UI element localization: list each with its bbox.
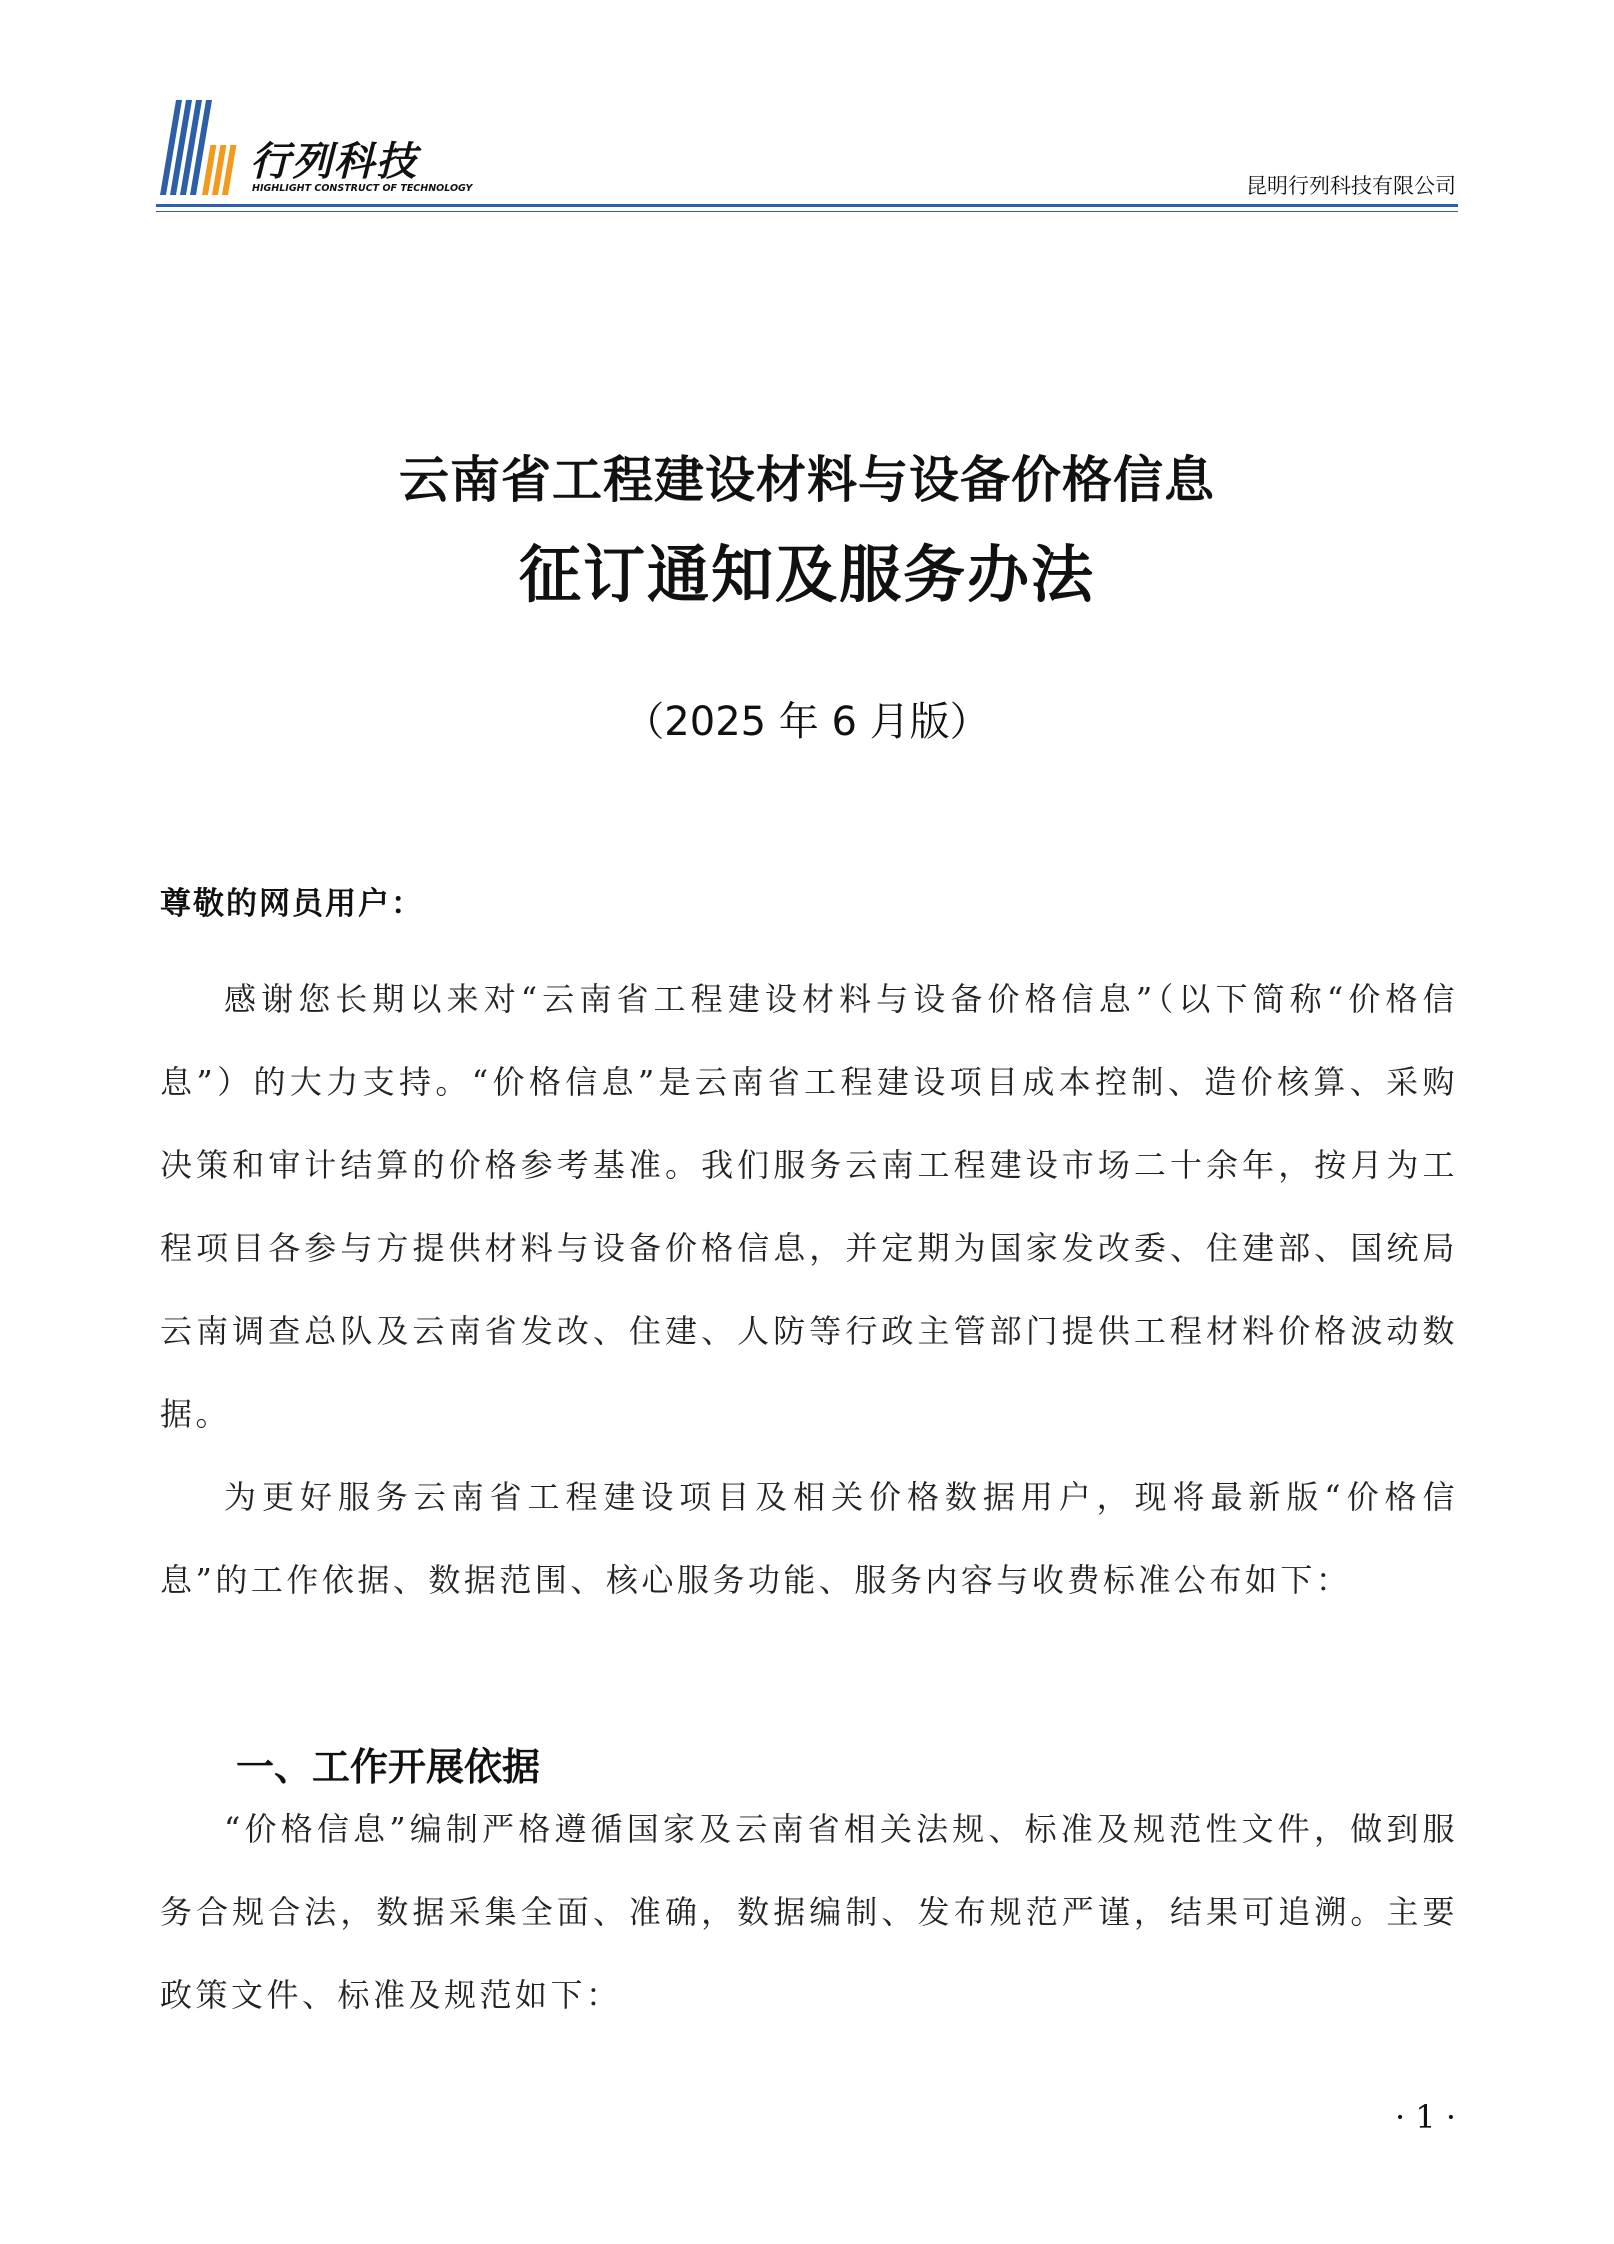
- page-header: [156, 100, 1458, 216]
- company-logo: [156, 100, 476, 200]
- page-number: · 1 ·: [1394, 2098, 1456, 2136]
- section-heading-1: 一、工作开展依据: [236, 1745, 541, 1789]
- paragraph-announcement: 为更好服务云南省工程建设项目及相关价格数据用户，现将最新版“价格信息”的工作依据、数据范围、核心服务功能、服务内容与收费标准公布如下：: [160, 1478, 1458, 1599]
- logo-subtitle: HIGHLIGHT CONSTRUCT OF TECHNOLOGY: [252, 183, 473, 194]
- paragraph-intro: 感谢您长期以来对“云南省工程建设材料与设备价格信息”（以下简称“价格信息”）的大力支持。“价格信息”是云南省工程建设项目成本控制、造价核算、采购决策和审计结算的价格参考基准。我们服务云南工程建设市场二十余年，按月为工程项目各参与方提供材料与设备价格信息，并定期为国家发改委、住建部、国统局云南调查总队及云南省发改、住建、人防等行政主管部门提供工程材料价格波动数据。: [160, 980, 1458, 1433]
- header-rule-thin: [156, 211, 1458, 212]
- paragraph-basis: “价格信息”编制严格遵循国家及云南省相关法规、标准及规范性文件，做到服务合规合法，数据采集全面、准确，数据编制、发布规范严谨，结果可追溯。主要政策文件、标准及规范如下：: [160, 1810, 1458, 2014]
- logo-stripes-icon: [156, 100, 248, 200]
- document-title-line1: 云南省工程建设材料与设备价格信息: [399, 450, 1215, 509]
- document-title-line2: 征订通知及服务办法: [518, 538, 1095, 611]
- salutation: 尊敬的网员用户：: [160, 886, 424, 922]
- header-rule-thick: [156, 204, 1458, 207]
- logo-name: 行列科技: [250, 139, 418, 185]
- document-edition: （2025 年 6 月版）: [624, 699, 990, 745]
- company-name: 昆明行列科技有限公司: [1246, 174, 1456, 198]
